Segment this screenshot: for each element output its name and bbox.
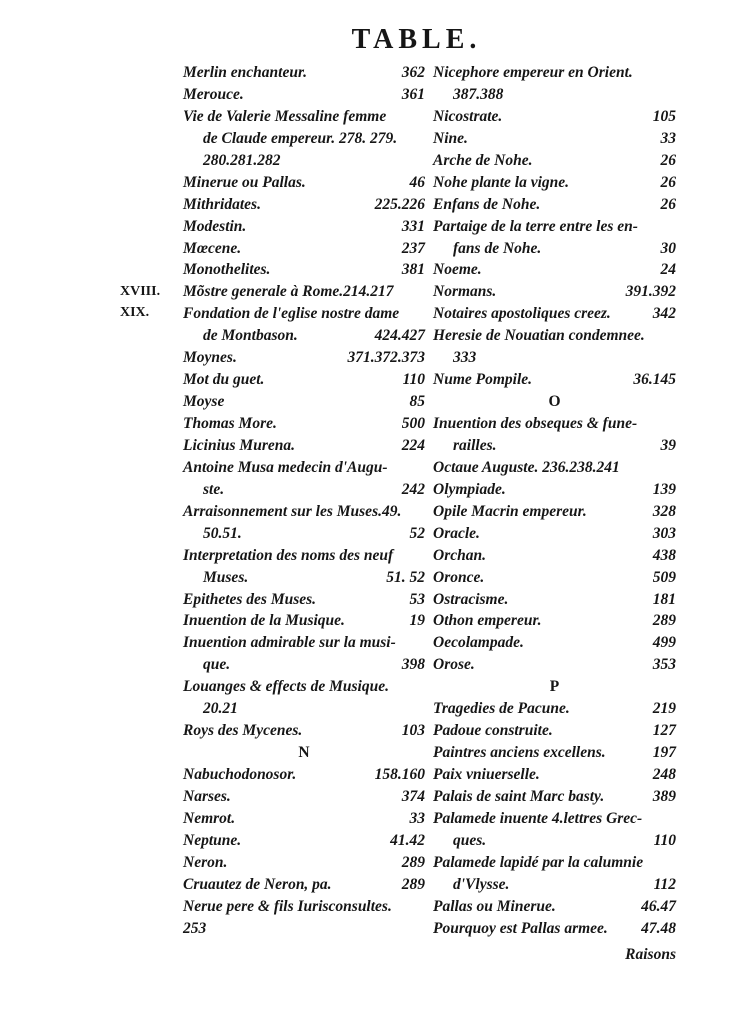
entry-text: Ostracisme.: [433, 590, 509, 608]
entry-text: P: [549, 678, 560, 696]
index-entry: [433, 896, 676, 918]
index-entry: [183, 391, 425, 413]
entry-text: Vie de Valerie Messaline femme: [183, 107, 387, 125]
entry-page-number: 303: [652, 524, 676, 542]
entry-page-number: 361: [401, 85, 425, 103]
entry-page-number: 39: [660, 436, 676, 454]
index-entry: [183, 567, 425, 589]
entry-text: 333: [453, 349, 477, 367]
entry-page-number: 499: [652, 634, 676, 652]
index-entry: [433, 325, 676, 347]
entry-page-number: 237: [401, 239, 425, 257]
entry-page-number: 289: [652, 612, 676, 630]
index-entry: [183, 918, 425, 940]
index-entry: [433, 150, 676, 172]
entry-page-number: 158.160: [374, 766, 425, 783]
entry-page-number: 103: [401, 722, 425, 740]
index-entry: [433, 830, 676, 852]
entry-page-number: 53: [409, 590, 425, 608]
index-entry: [183, 654, 425, 676]
index-entry: [183, 369, 425, 391]
index-entry: [183, 238, 425, 260]
page-title: TABLE.: [351, 24, 482, 55]
index-entry: [183, 303, 425, 325]
index-entry: [183, 501, 425, 523]
entry-text: Palamede inuente 4.lettres Grec-: [433, 809, 643, 827]
entry-text: Othon empereur.: [433, 612, 542, 630]
entry-text: Partaige de la terre entre les en-: [433, 217, 638, 235]
entry-text: Merouce.: [183, 85, 244, 103]
index-entry: [183, 676, 425, 698]
entry-page-number: 26: [660, 173, 676, 191]
catchword: Raisons: [625, 946, 676, 963]
index-entry: [433, 567, 676, 589]
entry-page-number: 30: [660, 239, 676, 257]
index-entry: [433, 764, 676, 786]
index-entry: [433, 413, 676, 435]
entry-page-number: 105: [652, 107, 676, 125]
entry-text: Merlin enchanteur.: [183, 64, 308, 81]
index-entry: [183, 896, 425, 918]
entry-text: Arche de Nohe.: [433, 151, 533, 169]
entry-text: que.: [203, 656, 231, 674]
index-entry: [183, 84, 425, 106]
entry-text: Narses.: [183, 787, 231, 805]
entry-page-number: 33: [409, 809, 425, 827]
entry-text: Palais de saint Marc basty.: [433, 787, 605, 805]
index-entry: [183, 413, 425, 435]
index-entry: [183, 347, 425, 369]
right-index-column: [433, 62, 676, 940]
entry-text: Mœcene.: [183, 239, 242, 257]
entry-text: 280.281.282: [203, 151, 281, 169]
index-entry: [433, 303, 676, 325]
entry-text: Roys des Mycenes.: [183, 722, 303, 740]
entry-page-number: 47.48: [641, 919, 676, 937]
index-entry: [433, 128, 676, 150]
entry-page-number: 398: [401, 656, 425, 674]
entry-text: 253: [183, 919, 207, 937]
index-entry: [183, 830, 425, 852]
entry-text: Minerue ou Pallas.: [183, 173, 306, 191]
margin-note-xix: XIX.: [120, 305, 150, 320]
entry-page-number: 328: [652, 502, 676, 520]
entry-page-number: 362: [401, 64, 425, 81]
entry-text: Nabuchodonosor.: [183, 766, 297, 783]
entry-page-number: 342: [652, 305, 676, 323]
index-entry: [433, 479, 676, 501]
entry-page-number: 248: [652, 766, 676, 783]
index-entry: [433, 654, 676, 676]
entry-text: Nicostrate.: [433, 107, 503, 125]
entry-text: Orose.: [433, 656, 475, 674]
index-entry: [183, 62, 425, 84]
entry-page-number: 41.42: [390, 831, 425, 849]
index-entry: [183, 808, 425, 830]
entry-page-number: 52: [409, 524, 425, 542]
entry-page-number: 289: [401, 853, 425, 871]
index-entry: [433, 435, 676, 457]
entry-page-number: 112: [653, 875, 676, 893]
index-entry: [183, 764, 425, 786]
entry-text: railles.: [453, 436, 497, 454]
index-entry: [183, 874, 425, 896]
index-entry: [433, 918, 676, 940]
entry-text: Mot du guet.: [183, 371, 265, 389]
entry-text: de Montbason.: [203, 327, 298, 345]
index-entry: [183, 216, 425, 238]
entry-text: 387.388: [453, 85, 504, 103]
entry-text: Moyse: [183, 393, 225, 411]
entry-text: Muses.: [203, 568, 249, 586]
entry-text: Nemrot.: [183, 809, 236, 827]
index-entry: [183, 698, 425, 720]
index-entry: [433, 347, 676, 369]
index-entry: [433, 281, 676, 303]
index-entry: [433, 194, 676, 216]
entry-text: Pallas ou Minerue.: [433, 897, 556, 915]
index-entry: [183, 457, 425, 479]
entry-text: Enfans de Nohe.: [433, 195, 541, 213]
index-entry: [433, 852, 676, 874]
index-entry: [183, 281, 425, 303]
entry-page-number: 33: [660, 129, 676, 147]
entry-page-number: 139: [652, 480, 676, 498]
entry-page-number: 26: [660, 195, 676, 213]
index-entry: [433, 589, 676, 611]
entry-text: O: [548, 393, 561, 411]
entry-text: Tragedies de Pacune.: [433, 700, 570, 718]
entry-page-number: 181: [652, 590, 676, 608]
entry-text: de Claude empereur. 278. 279.: [203, 129, 398, 147]
entry-text: ste.: [203, 480, 225, 498]
entry-page-number: 391.392: [625, 283, 676, 301]
index-entry: [183, 523, 425, 545]
entry-text: Mithridates.: [183, 195, 261, 213]
entry-page-number: 225.226: [374, 195, 425, 213]
entry-page-number: 24: [660, 261, 676, 279]
index-entry: [183, 435, 425, 457]
entry-page-number: 110: [402, 371, 425, 389]
entry-page-number: 197: [652, 744, 676, 762]
entry-text: Fondation de l'eglise nostre dame: [183, 305, 400, 323]
entry-text: Paintres anciens excellens.: [433, 744, 606, 762]
entry-text: Neron.: [183, 853, 228, 871]
entry-text: Oronce.: [433, 568, 485, 586]
index-entry: [183, 786, 425, 808]
index-entry: [433, 84, 676, 106]
entry-text: Modestin.: [183, 217, 247, 235]
entry-text: Mõstre generale à Rome.214.217: [183, 283, 394, 301]
entry-text: Normans.: [433, 283, 497, 301]
entry-text: Monothelites.: [183, 261, 271, 279]
entry-text: Padoue construite.: [433, 722, 553, 740]
section-letter: [433, 391, 676, 413]
index-entry: [433, 501, 676, 523]
entry-text: Antoine Musa medecin d'Augu-: [183, 458, 388, 476]
index-entry: [433, 742, 676, 764]
index-entry: [433, 720, 676, 742]
entry-page-number: 371.372.373: [347, 349, 425, 367]
entry-page-number: 242: [401, 480, 425, 498]
index-entry: [183, 325, 425, 347]
entry-page-number: 110: [653, 831, 676, 849]
index-entry: [183, 610, 425, 632]
index-entry: [433, 786, 676, 808]
entry-page-number: 374: [401, 787, 425, 805]
entry-page-number: 26: [660, 151, 676, 169]
entry-text: Licinius Murena.: [183, 436, 295, 454]
entry-page-number: 46.47: [641, 897, 676, 915]
entry-text: Oracle.: [433, 524, 480, 542]
entry-text: Interpretation des noms des neuf: [183, 546, 394, 564]
index-entry: [183, 106, 425, 128]
entry-page-number: 353: [652, 656, 676, 674]
entry-text: Louanges & effects de Musique.: [183, 678, 389, 696]
entry-text: Notaires apostoliques creez.: [433, 305, 611, 323]
entry-text: Inuention de la Musique.: [183, 612, 345, 630]
entry-text: Inuention des obseques & fune-: [433, 415, 638, 432]
index-entry: [433, 369, 676, 391]
entry-page-number: 19: [409, 612, 425, 630]
index-entry: [183, 194, 425, 216]
entry-text: Neptune.: [183, 831, 242, 849]
index-entry: [433, 172, 676, 194]
index-entry: [433, 62, 676, 84]
entry-page-number: 500: [401, 415, 425, 432]
entry-text: Heresie de Nouatian condemnee.: [433, 327, 645, 345]
entry-text: d'Vlysse.: [453, 875, 510, 893]
entry-text: Nicephore empereur en Orient.: [433, 64, 633, 81]
index-entry: [183, 852, 425, 874]
entry-text: Thomas More.: [183, 415, 277, 432]
entry-page-number: 85: [409, 393, 425, 411]
entry-text: Octaue Auguste. 236.238.241: [433, 458, 620, 476]
entry-text: Paix vniuerselle.: [433, 766, 540, 783]
index-entry: [183, 545, 425, 567]
entry-text: fans de Nohe.: [453, 239, 542, 257]
entry-text: Nohe plante la vigne.: [433, 173, 570, 191]
index-entry: [433, 216, 676, 238]
entry-text: 50.51.: [203, 524, 242, 542]
index-entry: [433, 610, 676, 632]
index-entry: [183, 128, 425, 150]
entry-page-number: 46: [409, 173, 425, 191]
entry-text: Noeme.: [433, 261, 482, 279]
entry-page-number: 509: [652, 568, 676, 586]
entry-text: Arraisonnement sur les Muses.49.: [183, 502, 402, 520]
entry-text: Nume Pompile.: [433, 371, 533, 389]
entry-text: Inuention admirable sur la musi-: [183, 634, 396, 652]
index-entry: [433, 457, 676, 479]
entry-page-number: 51. 52: [386, 568, 425, 586]
index-entry: [433, 874, 676, 896]
index-entry: [433, 808, 676, 830]
entry-text: Opile Macrin empereur.: [433, 502, 587, 520]
section-letter: [183, 742, 425, 764]
index-entry: [183, 720, 425, 742]
entry-page-number: 289: [401, 875, 425, 893]
index-entry: [183, 172, 425, 194]
index-entry: [433, 259, 676, 281]
section-letter: [433, 676, 676, 698]
index-entry: [433, 523, 676, 545]
entry-page-number: 219: [652, 700, 676, 718]
index-entry: [183, 150, 425, 172]
index-entry: [183, 479, 425, 501]
entry-text: ques.: [453, 831, 487, 849]
entry-text: Nine.: [433, 129, 468, 147]
index-entry: [433, 545, 676, 567]
entry-text: Cruautez de Neron, pa.: [183, 875, 332, 893]
entry-text: Pourquoy est Pallas armee.: [433, 919, 608, 937]
entry-text: N: [298, 744, 310, 762]
entry-text: 20.21: [203, 700, 238, 718]
index-entry: [183, 259, 425, 281]
left-index-column: [183, 62, 425, 940]
index-entry: [433, 106, 676, 128]
entry-page-number: 389: [652, 787, 676, 805]
entry-page-number: 438: [652, 546, 676, 564]
entry-text: Palamede lapidé par la calumnie: [433, 853, 644, 871]
entry-text: Moynes.: [183, 349, 237, 367]
entry-page-number: 331: [401, 217, 425, 235]
entry-text: Oecolampade.: [433, 634, 524, 652]
index-entry: [433, 632, 676, 654]
entry-text: Nerue pere & fils Iurisconsultes.: [183, 897, 392, 915]
index-entry: [433, 238, 676, 260]
index-entry: [183, 589, 425, 611]
entry-page-number: 424.427: [374, 327, 425, 345]
entry-page-number: 224: [401, 436, 425, 454]
entry-text: Epithetes des Muses.: [183, 590, 317, 608]
index-entry: [433, 698, 676, 720]
margin-note-xviii: XVIII.: [120, 284, 161, 299]
entry-text: Orchan.: [433, 546, 486, 564]
entry-text: Olympiade.: [433, 480, 506, 498]
entry-page-number: 36.145: [633, 371, 676, 389]
index-entry: [183, 632, 425, 654]
entry-page-number: 381: [401, 261, 425, 279]
entry-page-number: 127: [652, 722, 676, 740]
